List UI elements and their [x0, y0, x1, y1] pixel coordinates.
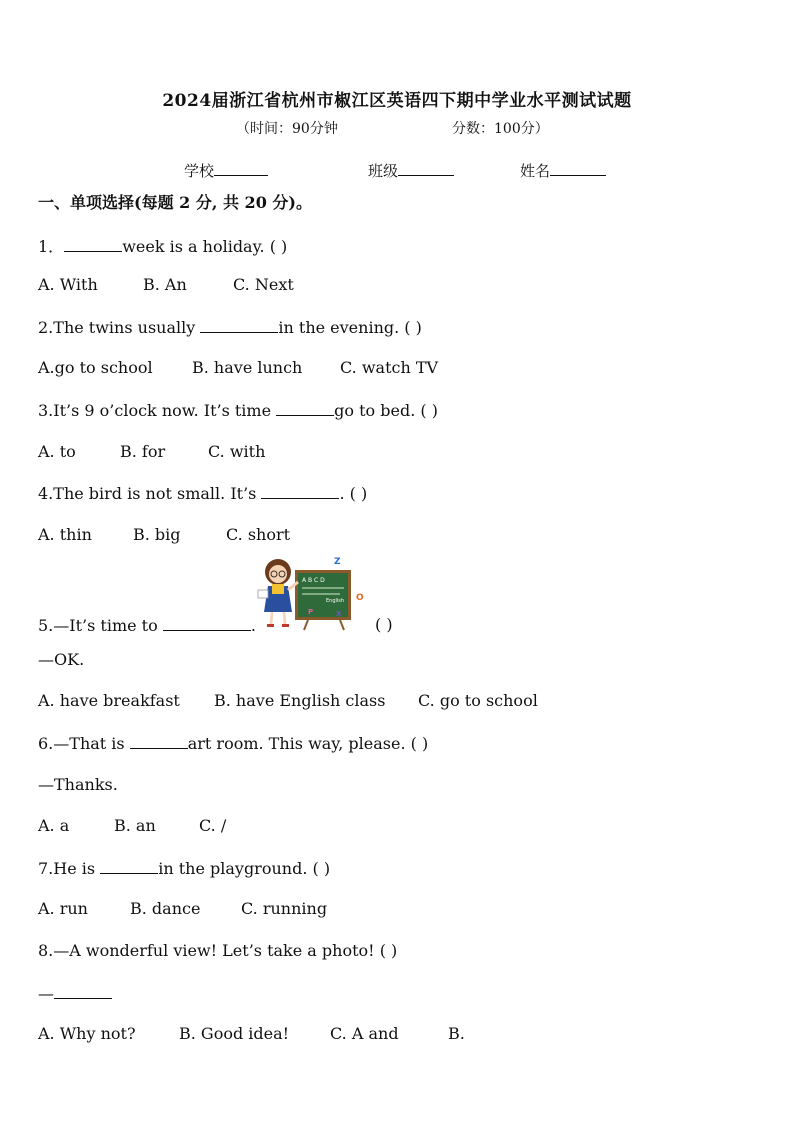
- q7-blank[interactable]: [100, 858, 158, 874]
- q7-answer-paren[interactable]: ( ): [312, 859, 331, 878]
- school-blank[interactable]: [214, 160, 268, 176]
- question-6: [38, 733, 428, 753]
- q1-option-c[interactable]: C. Next: [233, 275, 294, 294]
- teacher-leg-left: [271, 612, 272, 624]
- teacher-shoe-right: [282, 624, 289, 627]
- q3-text: go to bed.: [334, 401, 416, 420]
- name-label: 姓名: [520, 162, 551, 180]
- q6-reply: —Thanks.: [38, 775, 118, 794]
- board-letters: A B C D: [302, 577, 325, 584]
- question-3: [38, 400, 438, 420]
- q3-answer-paren[interactable]: ( ): [420, 401, 438, 420]
- section-title: 一、单项选择(每题 2 分, 共 20 分)。: [38, 193, 312, 212]
- q1-answer-paren[interactable]: ( ): [269, 237, 288, 256]
- q8-option-c-continued[interactable]: B.: [448, 1024, 465, 1043]
- school-field: [184, 160, 268, 181]
- page-title: 2024届浙江省杭州市椒江区英语四下期中学业水平测试试题: [162, 91, 632, 111]
- q7-number: 7.He is: [38, 859, 96, 878]
- q1-blank[interactable]: [64, 236, 122, 252]
- teacher-face: [269, 565, 287, 583]
- q5-text: .: [250, 616, 256, 635]
- board-leg-right: [340, 620, 344, 630]
- q2-text: in the evening.: [278, 318, 400, 337]
- class-blank[interactable]: [398, 160, 454, 176]
- q4-answer-paren[interactable]: ( ): [349, 484, 368, 503]
- q5-option-b[interactable]: B. have English class: [214, 691, 386, 710]
- question-5: [38, 615, 256, 635]
- q7-option-a[interactable]: A. run: [38, 899, 88, 918]
- q4-text: .: [339, 484, 345, 503]
- q5-answer-paren[interactable]: ( ): [375, 615, 393, 634]
- school-label: 学校: [184, 162, 215, 180]
- question-1: [38, 234, 287, 257]
- q3-number: 3.It’s 9 o’clock now. It’s time: [38, 401, 272, 420]
- q5-blank[interactable]: [163, 615, 251, 631]
- exam-score: 分数：100分）: [452, 121, 549, 137]
- question-2: [38, 317, 422, 337]
- question-8: [38, 941, 397, 960]
- q2-option-b[interactable]: B. have lunch: [192, 358, 303, 377]
- q6-answer-paren[interactable]: ( ): [410, 734, 429, 753]
- q8-reply: [38, 983, 112, 1003]
- question-4: [38, 483, 367, 503]
- q8-number: 8.—A wonderful view! Let’s take a photo!: [38, 941, 375, 960]
- q7-text: in the playground.: [158, 859, 308, 878]
- q4-option-c[interactable]: C. short: [226, 525, 291, 544]
- teacher-blackboard-illustration: [250, 552, 370, 632]
- letter-p: P: [308, 608, 314, 616]
- q1-text: week is a holiday.: [122, 237, 265, 256]
- q8-option-a[interactable]: A. Why not?: [38, 1024, 136, 1043]
- q2-number: 2.The twins usually: [38, 318, 196, 337]
- q3-option-b[interactable]: B. for: [120, 442, 166, 461]
- q5-reply: —OK.: [38, 650, 85, 669]
- q6-number: 6.—That is: [38, 734, 125, 753]
- q6-blank[interactable]: [130, 733, 188, 749]
- name-blank[interactable]: [550, 160, 606, 176]
- q7-option-c[interactable]: C. running: [241, 899, 328, 918]
- question-7: [38, 858, 330, 878]
- class-label: 班级: [368, 162, 399, 180]
- teacher-top: [272, 584, 284, 594]
- q1-option-b[interactable]: B. An: [143, 275, 187, 294]
- q4-blank[interactable]: [261, 483, 339, 499]
- q8-reply-dash: —: [38, 984, 54, 1003]
- exam-time: （时间：90分钟: [236, 121, 338, 137]
- q5-number: 5.—It’s time to: [38, 616, 158, 635]
- letter-o: O: [356, 593, 364, 603]
- q3-option-c[interactable]: C. with: [208, 442, 266, 461]
- q7-option-b[interactable]: B. dance: [130, 899, 201, 918]
- teacher-book-icon: [258, 590, 268, 598]
- board-word: English: [326, 598, 345, 604]
- q6-option-b[interactable]: B. an: [114, 816, 156, 835]
- q6-option-c[interactable]: C. /: [199, 816, 227, 835]
- letter-z: Z: [334, 557, 341, 567]
- q3-option-a[interactable]: A. to: [38, 442, 76, 461]
- q4-number: 4.The bird is not small. It’s: [38, 484, 257, 503]
- q2-blank[interactable]: [200, 317, 278, 333]
- q6-text: art room. This way, please.: [187, 734, 406, 753]
- letter-x: X: [336, 610, 342, 618]
- class-field: [368, 160, 454, 181]
- teacher-shoe-left: [267, 624, 274, 627]
- q3-blank[interactable]: [276, 400, 334, 416]
- board-leg-left: [304, 620, 308, 630]
- q4-option-a[interactable]: A. thin: [38, 525, 92, 544]
- q8-blank[interactable]: [54, 983, 112, 999]
- teacher-leg-right: [284, 612, 285, 624]
- name-field: [520, 160, 606, 181]
- q8-option-c[interactable]: C. A and: [330, 1024, 399, 1043]
- q1-option-a[interactable]: A. With: [38, 275, 98, 294]
- q8-option-b[interactable]: B. Good idea!: [179, 1024, 290, 1043]
- q1-number: 1．: [38, 237, 65, 256]
- q4-option-b[interactable]: B. big: [133, 525, 181, 544]
- q2-option-a[interactable]: A.go to school: [38, 358, 153, 377]
- q6-option-a[interactable]: A. a: [38, 816, 70, 835]
- q5-option-a[interactable]: A. have breakfast: [38, 691, 180, 710]
- q5-option-c[interactable]: C. go to school: [418, 691, 538, 710]
- q8-answer-paren[interactable]: ( ): [379, 941, 398, 960]
- q2-option-c[interactable]: C. watch TV: [340, 358, 439, 377]
- q2-answer-paren[interactable]: ( ): [404, 318, 422, 337]
